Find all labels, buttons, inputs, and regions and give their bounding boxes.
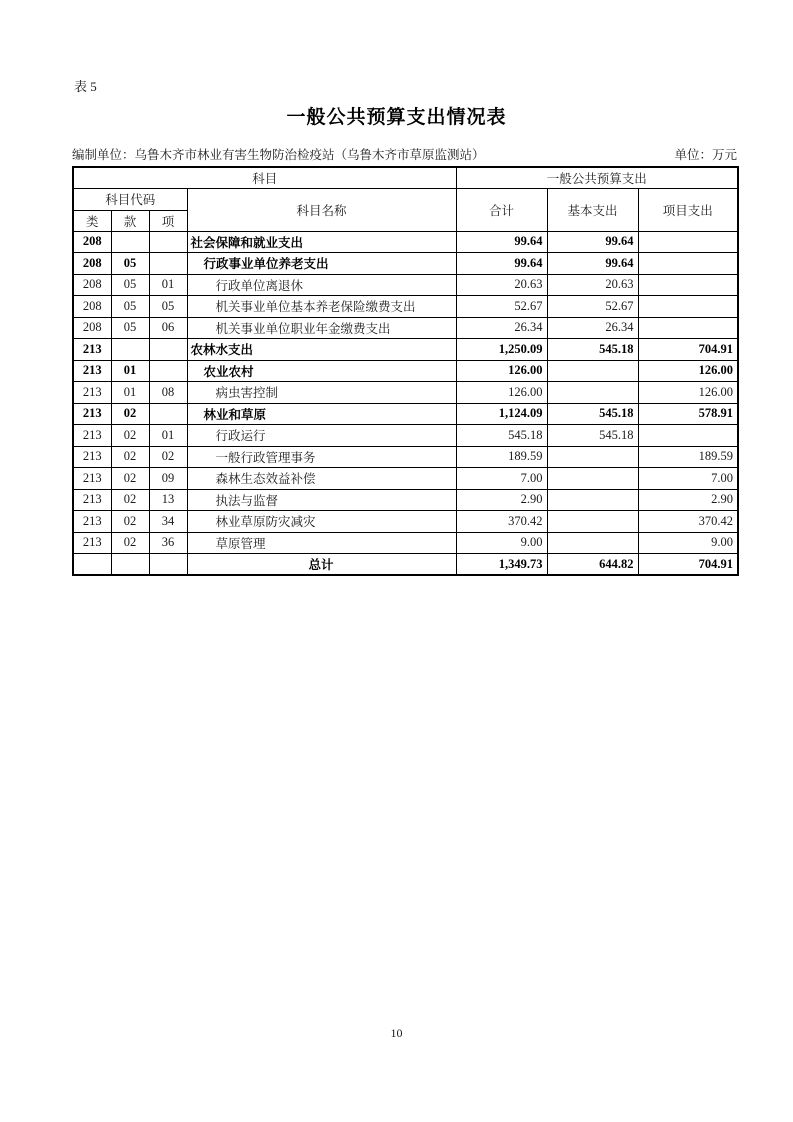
- cell-kuan: 02: [111, 489, 149, 511]
- cell-subject-name: 行政事业单位养老支出: [187, 253, 456, 275]
- cell-total: 1,124.09: [456, 403, 547, 425]
- cell-lei: 213: [73, 339, 111, 361]
- cell-project: 704.91: [638, 554, 738, 576]
- cell-basic: [547, 446, 638, 468]
- table-row: [73, 360, 738, 382]
- cell-kuan: 05: [111, 296, 149, 318]
- header-total: 合计: [456, 188, 547, 231]
- cell-kuan: 05: [111, 274, 149, 296]
- cell-total: 1,349.73: [456, 554, 547, 576]
- cell-total: 9.00: [456, 532, 547, 554]
- cell-total: 7.00: [456, 468, 547, 490]
- cell-lei: 213: [73, 425, 111, 447]
- cell-subject-name: 农业农村: [187, 360, 456, 382]
- header-lei: 类: [73, 210, 111, 231]
- cell-basic: 99.64: [547, 231, 638, 253]
- table-row: [73, 489, 738, 511]
- cell-subject-name: 病虫害控制: [187, 382, 456, 404]
- cell-project: 704.91: [638, 339, 738, 361]
- cell-basic: 26.34: [547, 317, 638, 339]
- cell-project: [638, 317, 738, 339]
- cell-project: 2.90: [638, 489, 738, 511]
- table-row: [73, 532, 738, 554]
- cell-basic: 545.18: [547, 403, 638, 425]
- meta-row: [72, 145, 737, 163]
- cell-basic: 99.64: [547, 253, 638, 275]
- cell-kuan: 02: [111, 511, 149, 533]
- header-code-group: 科目代码: [73, 188, 187, 210]
- cell-project: 370.42: [638, 511, 738, 533]
- cell-lei: 208: [73, 231, 111, 253]
- cell-total: 189.59: [456, 446, 547, 468]
- cell-xiang: 08: [149, 382, 187, 404]
- cell-total: 370.42: [456, 511, 547, 533]
- table-row: [73, 274, 738, 296]
- header-subject-group: 科目: [73, 167, 456, 188]
- header-xiang: 项: [149, 210, 187, 231]
- cell-xiang: 36: [149, 532, 187, 554]
- cell-kuan: 01: [111, 382, 149, 404]
- table-row: [73, 468, 738, 490]
- cell-basic: [547, 382, 638, 404]
- cell-total: 20.63: [456, 274, 547, 296]
- cell-project: [638, 274, 738, 296]
- page-number: 10: [390, 1026, 403, 1040]
- cell-kuan: [111, 339, 149, 361]
- cell-lei: [73, 554, 111, 576]
- cell-xiang: 02: [149, 446, 187, 468]
- cell-total: 126.00: [456, 360, 547, 382]
- unit-label: 单位：万元: [674, 148, 737, 162]
- cell-subject-name: 林业和草原: [187, 403, 456, 425]
- cell-subject-name: 森林生态效益补偿: [187, 468, 456, 490]
- cell-subject-name: 机关事业单位职业年金缴费支出: [187, 317, 456, 339]
- cell-basic: [547, 468, 638, 490]
- cell-lei: 208: [73, 317, 111, 339]
- table-row: [73, 403, 738, 425]
- cell-lei: 213: [73, 446, 111, 468]
- cell-lei: 208: [73, 296, 111, 318]
- cell-basic: 644.82: [547, 554, 638, 576]
- cell-kuan: [111, 554, 149, 576]
- table-row: [73, 382, 738, 404]
- cell-kuan: [111, 231, 149, 253]
- cell-project: 9.00: [638, 532, 738, 554]
- cell-project: 126.00: [638, 360, 738, 382]
- cell-basic: [547, 489, 638, 511]
- cell-kuan: 02: [111, 446, 149, 468]
- cell-lei: 208: [73, 274, 111, 296]
- cell-total: 52.67: [456, 296, 547, 318]
- cell-xiang: 09: [149, 468, 187, 490]
- cell-kuan: 02: [111, 532, 149, 554]
- cell-subject-name: 行政单位离退休: [187, 274, 456, 296]
- cell-lei: 213: [73, 511, 111, 533]
- cell-kuan: 02: [111, 403, 149, 425]
- cell-xiang: [149, 403, 187, 425]
- cell-lei: 208: [73, 253, 111, 275]
- table-row: [73, 425, 738, 447]
- cell-basic: 545.18: [547, 425, 638, 447]
- cell-total: 99.64: [456, 253, 547, 275]
- cell-lei: 213: [73, 489, 111, 511]
- cell-subject-name: 社会保障和就业支出: [187, 231, 456, 253]
- cell-xiang: [149, 253, 187, 275]
- budget-table-body: [73, 231, 738, 575]
- cell-kuan: 02: [111, 425, 149, 447]
- table-row: [73, 231, 738, 253]
- cell-total: 545.18: [456, 425, 547, 447]
- header-project: 项目支出: [638, 188, 738, 231]
- cell-lei: 213: [73, 403, 111, 425]
- cell-xiang: [149, 339, 187, 361]
- cell-xiang: 01: [149, 274, 187, 296]
- cell-xiang: 34: [149, 511, 187, 533]
- cell-subject-name: 草原管理: [187, 532, 456, 554]
- header-row-groups: [73, 167, 738, 188]
- cell-subject-name: 机关事业单位基本养老保险缴费支出: [187, 296, 456, 318]
- header-kuan: 款: [111, 210, 149, 231]
- cell-total: 99.64: [456, 231, 547, 253]
- table-row: [73, 253, 738, 275]
- cell-xiang: [149, 360, 187, 382]
- cell-subject-name: 行政运行: [187, 425, 456, 447]
- cell-project: 189.59: [638, 446, 738, 468]
- table-row: [73, 317, 738, 339]
- cell-subject-name: 总计: [187, 554, 456, 576]
- cell-basic: [547, 360, 638, 382]
- cell-lei: 213: [73, 532, 111, 554]
- cell-basic: 20.63: [547, 274, 638, 296]
- cell-total: 126.00: [456, 382, 547, 404]
- cell-basic: 52.67: [547, 296, 638, 318]
- cell-xiang: 13: [149, 489, 187, 511]
- cell-basic: [547, 532, 638, 554]
- cell-project: 7.00: [638, 468, 738, 490]
- table-row: [73, 339, 738, 361]
- table-row: [73, 554, 738, 576]
- budget-table-header: [73, 167, 738, 231]
- cell-kuan: 02: [111, 468, 149, 490]
- cell-basic: 545.18: [547, 339, 638, 361]
- cell-xiang: [149, 231, 187, 253]
- table-label: 表 5: [74, 79, 97, 94]
- cell-subject-name: 农林水支出: [187, 339, 456, 361]
- cell-project: [638, 425, 738, 447]
- cell-project: [638, 231, 738, 253]
- cell-lei: 213: [73, 382, 111, 404]
- cell-project: 578.91: [638, 403, 738, 425]
- header-row-columns: [73, 188, 738, 210]
- cell-xiang: 01: [149, 425, 187, 447]
- budget-table: [72, 166, 739, 576]
- cell-basic: [547, 511, 638, 533]
- table-row: [73, 511, 738, 533]
- cell-project: 126.00: [638, 382, 738, 404]
- header-budget-group: 一般公共预算支出: [456, 167, 738, 188]
- cell-subject-name: 林业草原防灾减灾: [187, 511, 456, 533]
- cell-total: 2.90: [456, 489, 547, 511]
- cell-project: [638, 296, 738, 318]
- cell-total: 1,250.09: [456, 339, 547, 361]
- cell-xiang: 06: [149, 317, 187, 339]
- header-basic: 基本支出: [547, 188, 638, 231]
- cell-kuan: 05: [111, 253, 149, 275]
- cell-kuan: 01: [111, 360, 149, 382]
- prepared-by-label: 编制单位：乌鲁木齐市林业有害生物防治检疫站（乌鲁木齐市草原监测站）: [72, 148, 485, 162]
- cell-xiang: [149, 554, 187, 576]
- cell-kuan: 05: [111, 317, 149, 339]
- cell-subject-name: 执法与监督: [187, 489, 456, 511]
- cell-subject-name: 一般行政管理事务: [187, 446, 456, 468]
- header-subject-name: 科目名称: [187, 188, 456, 231]
- table-row: [73, 296, 738, 318]
- page-title: 一般公共预算支出情况表: [286, 107, 507, 128]
- cell-lei: 213: [73, 360, 111, 382]
- cell-project: [638, 253, 738, 275]
- table-row: [73, 446, 738, 468]
- cell-lei: 213: [73, 468, 111, 490]
- cell-xiang: 05: [149, 296, 187, 318]
- cell-total: 26.34: [456, 317, 547, 339]
